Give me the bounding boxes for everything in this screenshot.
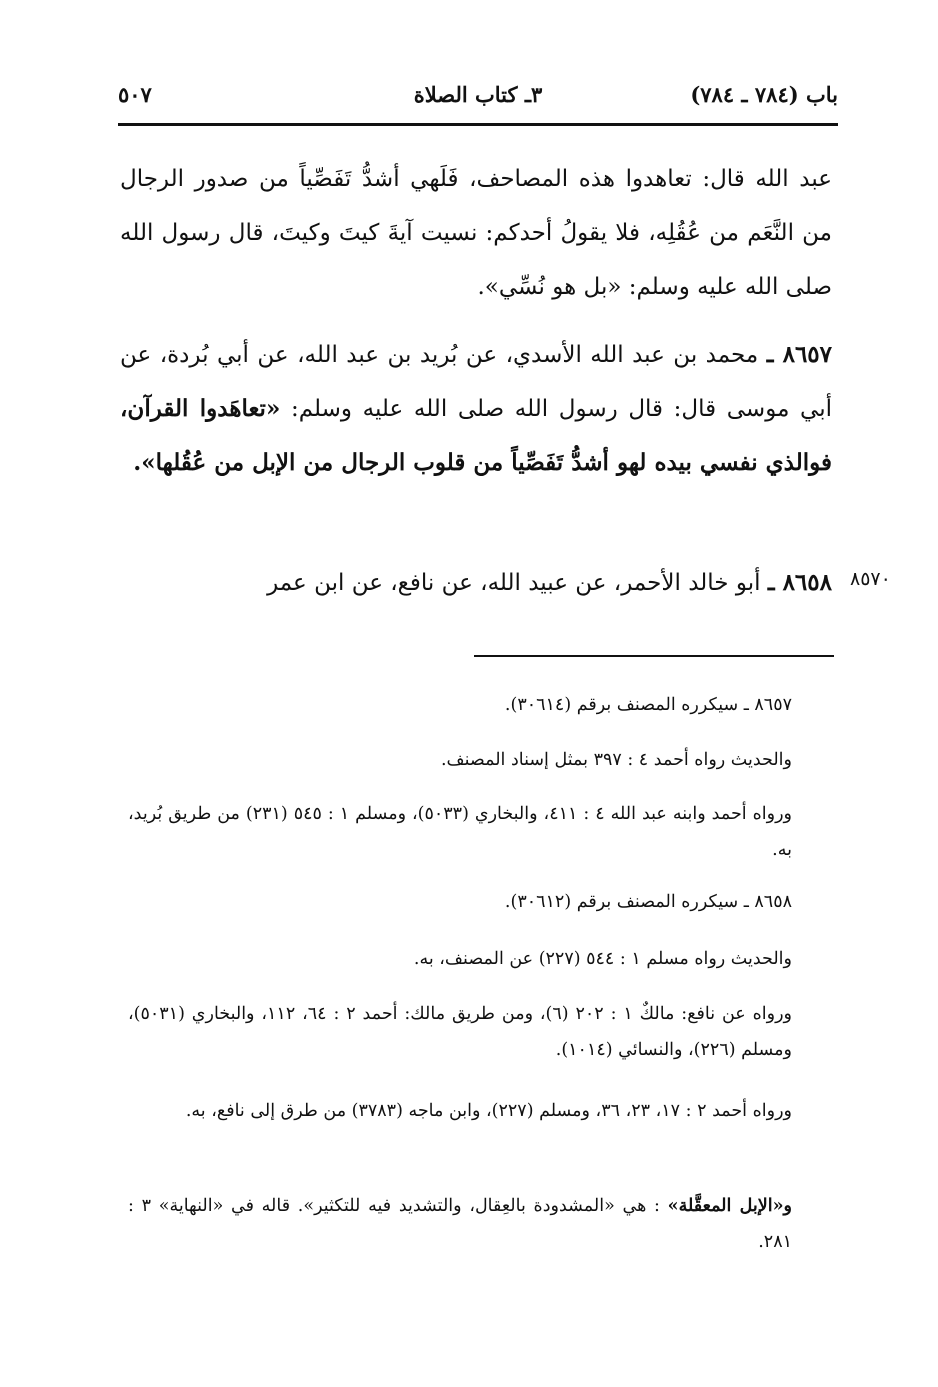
footnote: ورواه أحمد ٢ : ١٧، ٢٣، ٣٦، ومسلم (٢٢٧)، وابن ماجه (٣٧٨٣) من طرق إلى نافع، به. xyxy=(185,1101,792,1121)
footnote-definition: : هي «المشدودة بالعِقال، والتشديد فيه للتكثير». قاله في «النهاية» ٣ : ٢٨١. xyxy=(128,1196,792,1252)
footnote-separator xyxy=(474,655,834,657)
paragraph-continued: عبد الله قال: تعاهدوا هذه المصاحف، فَلَهي أشدُّ تَفَصِّياً من صدور الرجال من النَّعَم من عُقُلِه، فلا يقولُ أحدكم: نسيت آيةَ كيتَ وكيتَ، قال رسول الله صلى الله عليه وسلم: «بل هو نُسِّي». xyxy=(120,166,832,300)
hadith-chain: محمد بن عبد الله الأسدي، عن بُريد بن عبد الله، عن أبي بُردة، عن أبي موسى قال: قال رسول الله صلى الله عليه وسلم: xyxy=(120,342,832,422)
footnote-term: و«الإبل المعقَّلة» xyxy=(667,1196,792,1216)
footnote: ٨٦٥٧ ـ سيكرره المصنف برقم (٣٠٦١٤). xyxy=(504,695,792,715)
hadith-number: ٨٦٥٨ ـ xyxy=(767,569,832,596)
chapter-range: باب (٧٨٤ ـ ٧٨٤) xyxy=(690,82,838,107)
hadith-8657 xyxy=(120,328,832,490)
footnote: والحديث رواه أحمد ٤ : ٣٩٧ بمثل إسناد المصنف. xyxy=(440,750,792,770)
hadith-8658 xyxy=(120,556,832,610)
hadith-number: ٨٦٥٧ ـ xyxy=(766,341,833,368)
running-header xyxy=(118,82,838,122)
footnote: والحديث رواه مسلم ١ : ٥٤٤ (٢٢٧) عن المصنف، به. xyxy=(413,949,792,969)
footnote: ٨٦٥٨ ـ سيكرره المصنف برقم (٣٠٦١٢). xyxy=(504,892,792,912)
header-rule xyxy=(118,123,838,126)
footnote: ورواه أحمد وابنه عبد الله ٤ : ٤١١، والبخاري (٥٠٣٣)، ومسلم ١ : ٥٤٥ (٢٣١) من طريق بُريد، به. xyxy=(128,804,792,860)
hadith-chain: أبو خالد الأحمر، عن عبيد الله، عن نافع، عن ابن عمر xyxy=(267,570,761,596)
margin-number: ٨٥٧٠ xyxy=(850,568,891,590)
page-number: ٥٠٧ xyxy=(118,82,152,107)
footnote xyxy=(128,1188,792,1260)
book-title: ٣ـ كتاب الصلاة xyxy=(413,82,543,107)
hadith-text: «تعاهَدوا القرآن، فوالذي نفسي بيده لهو أشدُّ تَفَصِّياً من قلوب الرجال من الإبل من عُقُلها». xyxy=(120,395,832,476)
footnote: ورواه عن نافع: مالكٌ ١ : ٢٠٢ (٦)، ومن طريق مالك: أحمد ٢ : ٦٤، ١١٢، والبخاري (٥٠٣١)، ومسلم (٢٢٦)، والنسائي (١٠١٤). xyxy=(128,1004,792,1060)
